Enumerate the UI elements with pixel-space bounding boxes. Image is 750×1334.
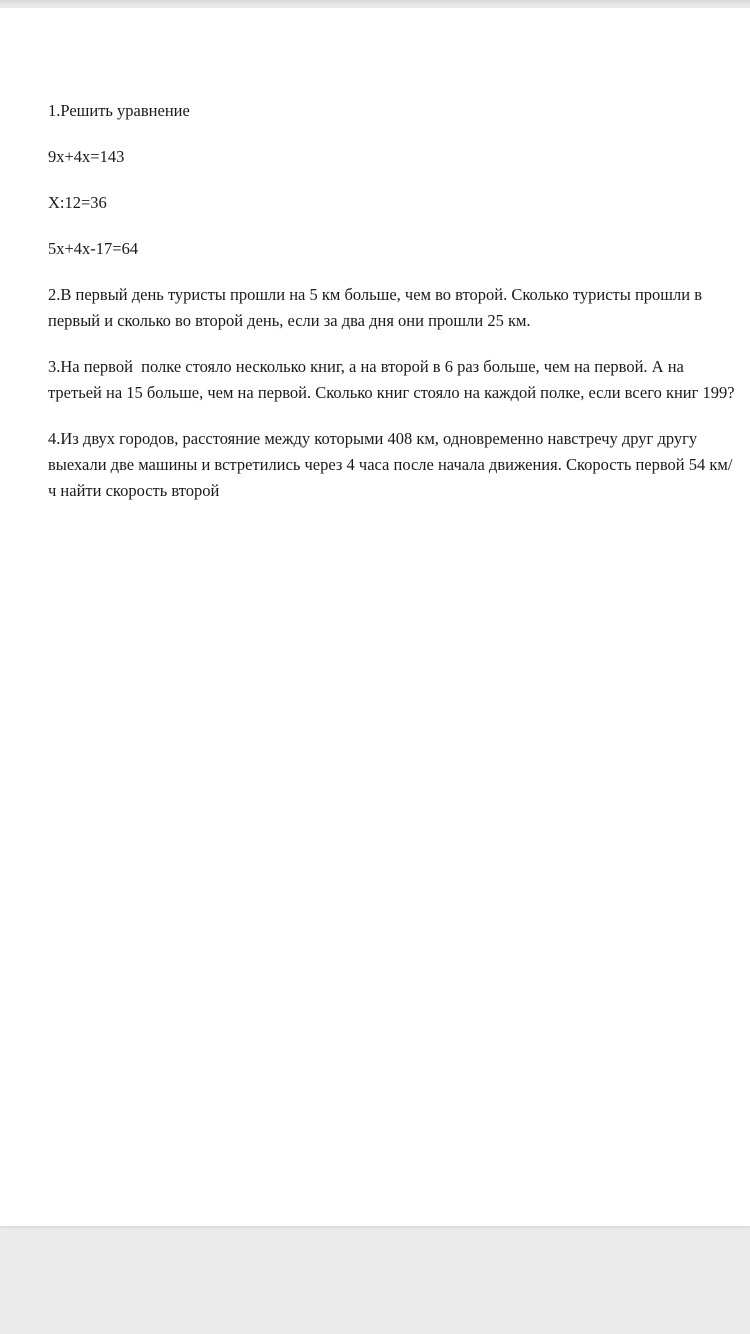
document-content [48,98,738,524]
document-page[interactable] [0,8,750,1226]
task-1-heading: 1.Решить уравнение [48,101,190,120]
top-shadow [0,0,750,6]
task-3-text: 3.На первой полке стояло несколько книг, а на второй в 6 раз больше, чем на первой. А на третьей на 15 больше, чем на первой. Сколько книг стояло на каждой полке, если всего книг 199? [48,357,735,402]
task-2-text: 2.В первый день туристы прошли на 5 км больше, чем во второй. Сколько туристы прошли в первый и сколько во второй день, если за два дня они прошли 25 км. [48,285,707,330]
task-4-text: 4.Из двух городов, расстояние между которыми 408 км, одновременно навстречу друг другу выехали две машины и встретились через 4 часа после начала движения. Скорость первой 54 км/ч найти скорость второй [48,429,733,500]
equation-3: 5х+4х-17=64 [48,239,139,258]
equation-2: Х:12=36 [48,193,107,212]
equation-1: 9х+4х=143 [48,147,125,166]
